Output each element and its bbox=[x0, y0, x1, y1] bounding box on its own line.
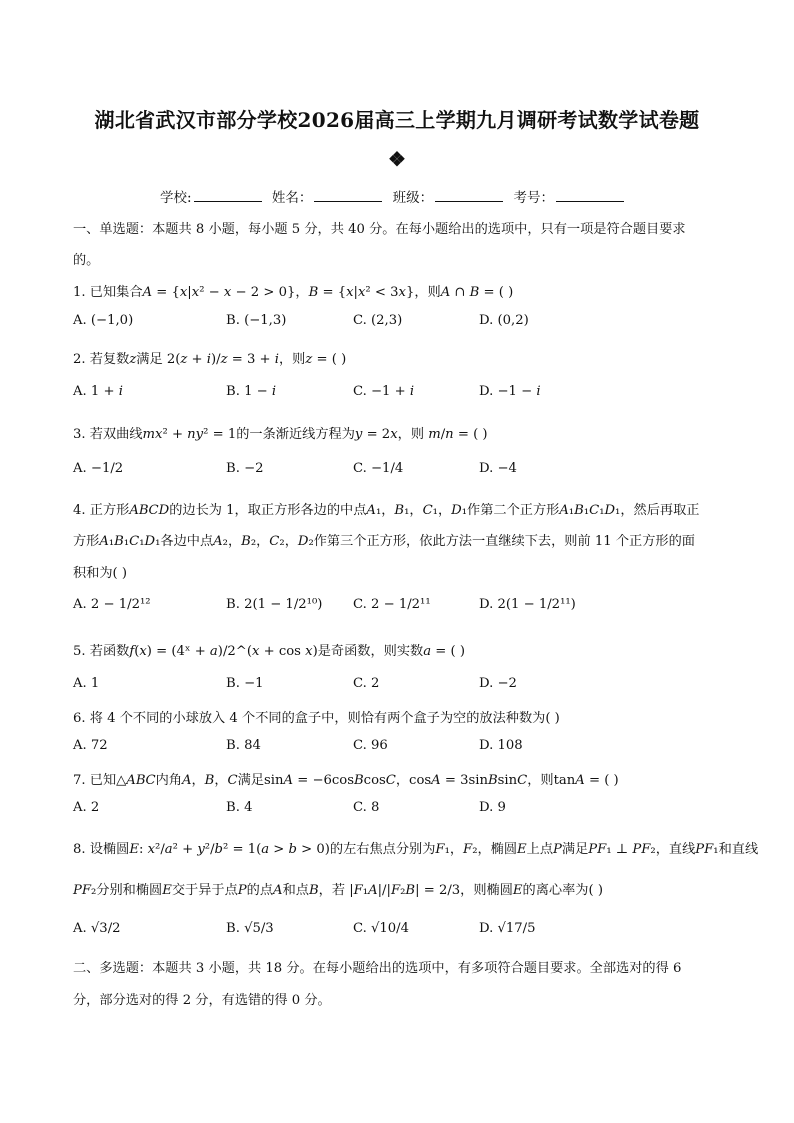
question-8-options bbox=[73, 921, 723, 941]
option-a: A. 1 + 𝑖 bbox=[73, 384, 123, 399]
question-6-options bbox=[73, 738, 723, 758]
option-d: D. √17/5 bbox=[479, 921, 536, 936]
number-label: 考号： bbox=[513, 190, 554, 206]
option-d: D. (0,2) bbox=[479, 313, 529, 328]
title-mark: ❖ bbox=[388, 147, 406, 171]
option-d: D. 2(1 − 1/2¹¹) bbox=[479, 597, 576, 612]
option-a: A. −1/2 bbox=[73, 461, 124, 476]
question-7-options bbox=[73, 800, 723, 820]
option-b: B. 4 bbox=[226, 800, 253, 815]
section1-heading-line1: 一、单选题：本题共 8 小题，每小题 5 分，共 40 分。在每小题给出的选项中，只有一项是符合题目要求 bbox=[73, 222, 686, 237]
option-d: D. −4 bbox=[479, 461, 517, 476]
option-a: A. √3/2 bbox=[73, 921, 121, 936]
option-b: B. 1 − 𝑖 bbox=[226, 384, 277, 399]
question-2-options bbox=[73, 384, 723, 404]
option-a: A. 2 bbox=[73, 800, 100, 815]
option-d: D. −1 − 𝑖 bbox=[479, 384, 541, 399]
option-a: A. (−1,0) bbox=[73, 313, 134, 328]
question-4-stem-line1: 4. 正方形𝐴𝐵𝐶𝐷的边长为 1，取正方形各边的中点𝐴₁，𝐵₁，𝐶₁，𝐷₁作第二个正方形𝐴₁𝐵₁𝐶₁𝐷₁，然后再取正 bbox=[73, 503, 700, 518]
class-label: 班级： bbox=[392, 190, 434, 206]
section1-heading-line2: 的。 bbox=[73, 253, 100, 268]
option-b: B. √5/3 bbox=[226, 921, 274, 936]
school-label: 学校: bbox=[160, 190, 192, 206]
question-8-stem-line1: 8. 设椭圆𝐸: 𝑥²/𝑎² + 𝑦²/𝑏² = 1(𝑎 > 𝑏 > 0)的左右焦点分别为𝐹₁，𝐹₂，椭圆𝐸上点𝑃满足𝑃𝐹₁ ⊥ 𝑃𝐹₂，直线𝑃𝐹₁和直线 bbox=[73, 842, 759, 857]
question-3-options bbox=[73, 461, 723, 481]
question-8-stem-line2: 𝑃𝐹₂分别和椭圆𝐸交于异于点𝑃的点𝐴和点𝐵，若 |𝐹₁𝐴|/|𝐹₂𝐵| = 2/3，则椭圆𝐸的离心率为( ) bbox=[73, 883, 603, 898]
option-c: C. √10/4 bbox=[353, 921, 410, 936]
option-c: C. −1/4 bbox=[353, 461, 404, 476]
option-c: C. (2,3) bbox=[353, 313, 403, 328]
number-field[interactable] bbox=[556, 189, 624, 202]
name-field[interactable] bbox=[314, 189, 382, 202]
class-field[interactable] bbox=[435, 189, 503, 202]
option-d: D. 108 bbox=[479, 738, 523, 753]
option-a: A. 72 bbox=[73, 738, 108, 753]
option-b: B. 2(1 − 1/2¹⁰) bbox=[226, 597, 323, 612]
option-c: C. 96 bbox=[353, 738, 388, 753]
question-1-stem: 1. 已知集合𝐴 = {𝑥|𝑥² − 𝑥 − 2 > 0}，𝐵 = {𝑥|𝑥² < 3𝑥}，则𝐴 ∩ 𝐵 = ( ) bbox=[73, 285, 514, 300]
question-6-stem: 6. 将 4 个不同的小球放入 4 个不同的盒子中，则恰有两个盒子为空的放法种数为( ) bbox=[73, 711, 560, 726]
option-b: B. 84 bbox=[226, 738, 261, 753]
question-4-options bbox=[73, 597, 723, 617]
option-c: C. 8 bbox=[353, 800, 380, 815]
option-d: D. −2 bbox=[479, 676, 517, 691]
option-b: B. −1 bbox=[226, 676, 264, 691]
section2-heading-line2: 分，部分选对的得 2 分，有选错的得 0 分。 bbox=[73, 993, 331, 1008]
question-3-stem: 3. 若双曲线𝑚𝑥² + 𝑛𝑦² = 1的一条渐近线方程为𝑦 = 2𝑥，则 𝑚/𝑛 = ( ) bbox=[73, 427, 488, 442]
option-d: D. 9 bbox=[479, 800, 506, 815]
option-b: B. (−1,3) bbox=[226, 313, 287, 328]
page-title: 湖北省武汉市部分学校2026届高三上学期九月调研考试数学试卷题 bbox=[94, 108, 700, 132]
question-4-stem-line2: 方形𝐴₁𝐵₁𝐶₁𝐷₁各边中点𝐴₂，𝐵₂，𝐶₂，𝐷₂作第三个正方形，依此方法一直继续下去，则前 11 个正方形的面 bbox=[73, 534, 695, 549]
option-a: A. 2 − 1/2¹² bbox=[73, 597, 151, 612]
name-label: 姓名： bbox=[271, 190, 313, 206]
question-5-stem: 5. 若函数𝑓(𝑥) = (4ˣ + 𝑎)/2^(𝑥 + cos 𝑥)是奇函数，则实数𝑎 = ( ) bbox=[73, 644, 465, 659]
question-5-options bbox=[73, 676, 723, 696]
option-c: C. −1 + 𝑖 bbox=[353, 384, 415, 399]
question-2-stem: 2. 若复数𝑧满足 2(𝑧 + 𝑖)/𝑧 = 3 + 𝑖，则𝑧 = ( ) bbox=[73, 352, 347, 367]
question-7-stem: 7. 已知△𝐴𝐵𝐶内角𝐴，𝐵，𝐶满足sin𝐴 = −6cos𝐵cos𝐶，cos𝐴 = 3sin𝐵sin𝐶，则tan𝐴 = ( ) bbox=[73, 773, 619, 788]
school-field[interactable] bbox=[194, 189, 262, 202]
question-1-options bbox=[73, 313, 723, 333]
student-info-row bbox=[160, 186, 630, 206]
option-c: C. 2 − 1/2¹¹ bbox=[353, 597, 431, 612]
question-4-stem-line3: 积和为( ) bbox=[73, 566, 128, 581]
option-b: B. −2 bbox=[226, 461, 264, 476]
option-a: A. 1 bbox=[73, 676, 100, 691]
section2-heading-line1: 二、多选题：本题共 3 小题，共 18 分。在每小题给出的选项中，有多项符合题目要求。全部选对的得 6 bbox=[73, 961, 682, 976]
option-c: C. 2 bbox=[353, 676, 380, 691]
